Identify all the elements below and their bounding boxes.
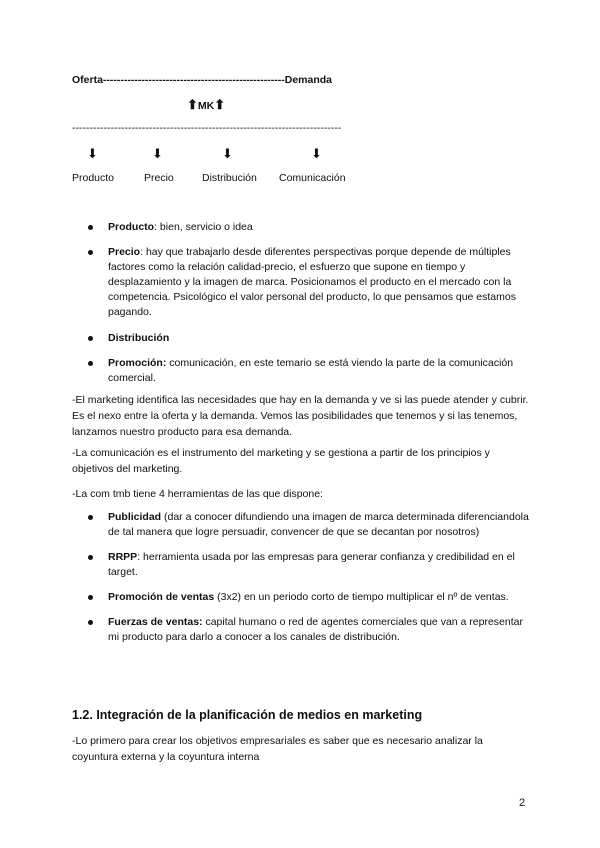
section-heading: 1.2. Integración de la planificación de medios en marketing (72, 708, 423, 722)
list-item-term: Fuerzas de ventas: (108, 616, 203, 628)
section-paragraph: -Lo primero para crear los objetivos empresariales es saber que es necesario analizar la coyuntura externa y la coyuntura interna (72, 735, 483, 763)
page-number: 2 (519, 797, 526, 809)
arrow-down-icon: ⬇ (311, 146, 322, 161)
arrow-down-icon: ⬇ (222, 146, 233, 161)
paragraph-herramientas: -La com tmb tiene 4 herramientas de las que dispone: (72, 488, 323, 500)
list-item-text: (dar a conocer difundiendo una imagen de marca determinada diferenciandola de tal manera que logre persuadir, convencer de que se decantan por nosotros) (108, 511, 529, 538)
bullet-icon (88, 225, 93, 230)
arrow-up-icon: ⬆ (187, 97, 198, 112)
bullet-icon (88, 361, 93, 366)
paragraph-comunicacion: -La comunicación es el instrumento del marketing y se gestiona a partir de los principios y objetivos del marketing. (72, 447, 490, 475)
diagram-item-comunicacion: Comunicación (279, 172, 346, 184)
list-item-text: : hay que trabajarlo desde diferentes perspectivas porque depende de múltiples factores como la relación calidad-precio, el esfuerzo que supone en tiempo y desplazamiento y la imagen de marca. Posicionamos el producto en el mercado con la competencia. Psicológico el valor personal del producto, lo que pensamos que estamos pagando. (108, 246, 516, 318)
diagram-oferta-demanda-line: Oferta----------------------------------------------------Demanda (72, 74, 333, 86)
arrow-up-icon: ⬆ (214, 97, 226, 112)
list-item (76, 245, 536, 320)
list-item-term: Producto (108, 221, 155, 233)
arrow-down-icon: ⬇ (152, 146, 163, 161)
list-item-term: RRPP (108, 551, 138, 563)
bullet-icon (88, 595, 93, 600)
list-item-text: (3x2) en un periodo corto de tiempo multiplicar el nº de ventas. (214, 591, 509, 603)
diagram-mk-row (187, 98, 225, 112)
marketing-mix-list (76, 220, 536, 386)
list-item (76, 331, 536, 346)
list-item-text: capital humano o red de agentes comerciales que van a representar mi producto para darlo a conocer a los canales de distribución. (108, 616, 523, 643)
bullet-icon (88, 250, 93, 255)
list-item (76, 356, 536, 386)
herramientas-list (76, 510, 536, 645)
list-item-text: : bien, servicio o idea (154, 221, 253, 233)
list-item-text: comunicación, en este temario se está viendo la parte de la comunicación comercial. (108, 357, 514, 384)
list-item-term: Promoción: (108, 357, 167, 369)
bullet-icon (88, 515, 93, 520)
list-item (76, 615, 536, 645)
bullet-icon (88, 336, 93, 341)
list-item-term: Precio (108, 246, 141, 258)
list-item-text: : herramienta usada por las empresas para generar confianza y credibilidad en el target. (108, 551, 515, 578)
list-item-term: Distribución (108, 332, 170, 344)
list-item-term: Publicidad (108, 511, 162, 523)
diagram-mk-label: MK (197, 100, 215, 112)
bullet-icon (88, 620, 93, 625)
diagram-item-producto: Producto (72, 172, 115, 184)
diagram-item-distribucion: Distribución (202, 172, 257, 184)
list-item-term: Promoción de ventas (108, 591, 215, 603)
list-item (76, 590, 536, 605)
list-item (76, 510, 536, 540)
arrow-down-icon: ⬇ (87, 146, 98, 161)
diagram-item-precio: Precio (144, 172, 174, 184)
list-item (76, 550, 536, 580)
bullet-icon (88, 555, 93, 560)
paragraph-marketing: -El marketing identifica las necesidades que hay en la demanda y ve si las puede atender y cubrir. Es el nexo entre la oferta y la demanda. Vemos las posibilidades que tenemos y si las tenemos, lanzamos nuestro producto para esa demanda. (72, 394, 529, 438)
diagram-dash-line: ----------------------------------------------------------------------------- (72, 122, 342, 134)
list-item (76, 220, 536, 235)
